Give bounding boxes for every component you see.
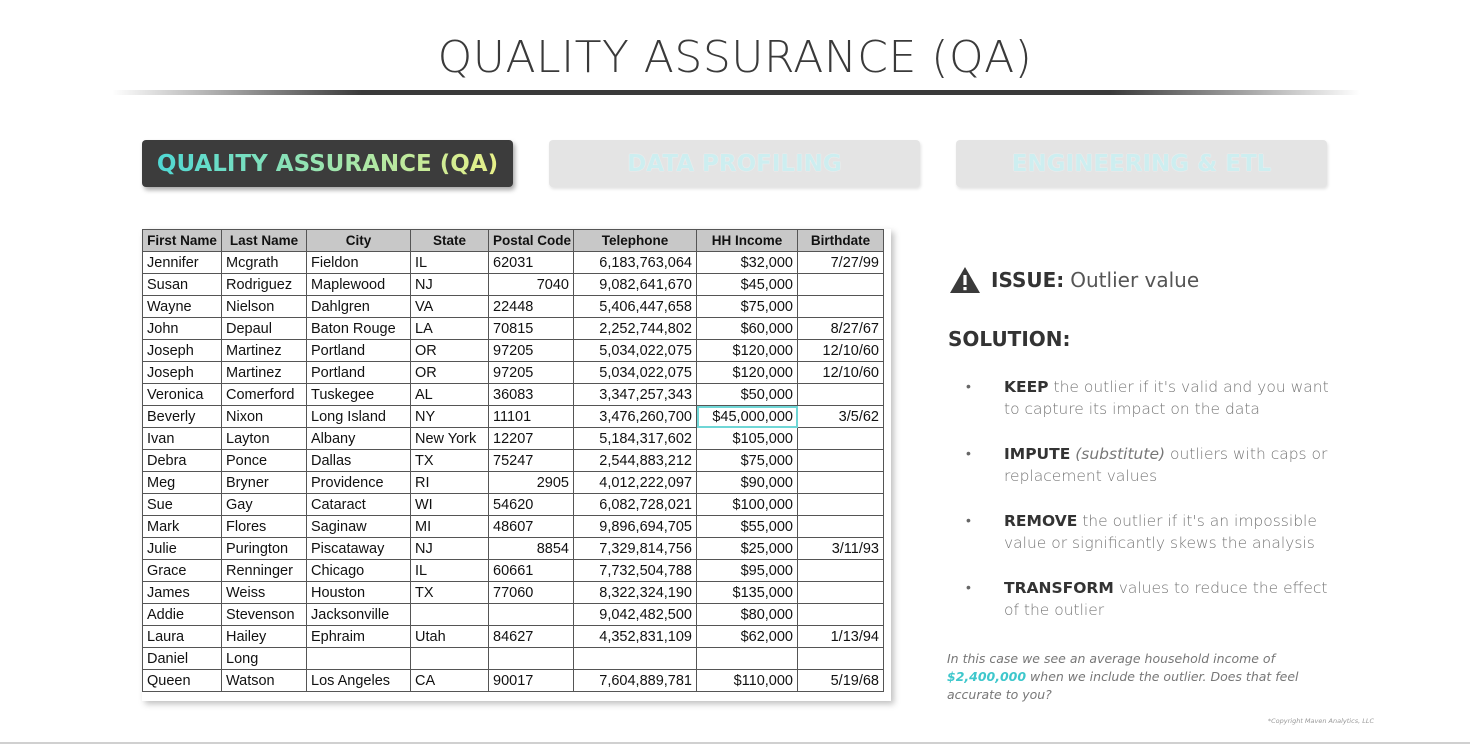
table-cell: 48607 <box>489 516 574 538</box>
table-cell: Jacksonville <box>307 604 411 626</box>
table-row <box>143 472 884 494</box>
table-cell: Laura <box>143 626 222 648</box>
table-cell: Fieldon <box>307 252 411 274</box>
table-row <box>143 604 884 626</box>
table-cell: Martinez <box>222 362 307 384</box>
tab-quality-assurance[interactable] <box>142 140 513 187</box>
table-row <box>143 318 884 340</box>
table-cell: Debra <box>143 450 222 472</box>
table-cell: $135,000 <box>697 582 798 604</box>
table-cell: $45,000 <box>697 274 798 296</box>
table-cell: 2,252,744,802 <box>574 318 697 340</box>
table-row <box>143 648 884 670</box>
table-cell: $50,000 <box>697 384 798 406</box>
table-cell: 90017 <box>489 670 574 692</box>
list-item <box>962 577 1342 621</box>
table-cell: Houston <box>307 582 411 604</box>
table-cell: Gay <box>222 494 307 516</box>
table-cell: 11101 <box>489 406 574 428</box>
table-cell: Los Angeles <box>307 670 411 692</box>
table-cell: Chicago <box>307 560 411 582</box>
tab-label: QUALITY ASSURANCE (QA) <box>156 150 499 177</box>
table-cell: 54620 <box>489 494 574 516</box>
table-cell: 3,476,260,700 <box>574 406 697 428</box>
table-cell <box>798 494 884 516</box>
table-cell: 77060 <box>489 582 574 604</box>
copyright-text: *Copyright Maven Analytics, LLC <box>1267 717 1374 725</box>
table-cell: 60661 <box>489 560 574 582</box>
table-cell: Piscataway <box>307 538 411 560</box>
table-cell: Long Island <box>307 406 411 428</box>
table-cell: Veronica <box>143 384 222 406</box>
item-text: the outlier if it's an impossible value or significantly skews the analysis <box>1004 512 1317 552</box>
item-text: values to reduce the effect of the outlier <box>1004 579 1328 619</box>
table-cell: 5,034,022,075 <box>574 340 697 362</box>
table-cell: Stevenson <box>222 604 307 626</box>
table-cell: $100,000 <box>697 494 798 516</box>
table-row <box>143 362 884 384</box>
table-cell: Dahlgren <box>307 296 411 318</box>
table-cell <box>798 296 884 318</box>
table-cell: 12/10/60 <box>798 362 884 384</box>
table-cell: Layton <box>222 428 307 450</box>
table-cell: 6,082,728,021 <box>574 494 697 516</box>
table-cell <box>798 604 884 626</box>
item-keyword: KEEP <box>1004 378 1049 396</box>
table-cell <box>798 450 884 472</box>
table-cell: Comerford <box>222 384 307 406</box>
table-row <box>143 340 884 362</box>
customer-data-table <box>142 229 891 701</box>
table-cell: Nielson <box>222 296 307 318</box>
tab-label: ENGINEERING & ETL <box>1011 150 1272 177</box>
table-cell: Ephraim <box>307 626 411 648</box>
table-cell <box>798 560 884 582</box>
table-cell: Purington <box>222 538 307 560</box>
table-cell: 7/27/99 <box>798 252 884 274</box>
issue-text: Outlier value <box>1070 268 1200 292</box>
table-cell: Julie <box>143 538 222 560</box>
tab-engineering-etl[interactable] <box>956 140 1327 187</box>
table-cell: LA <box>411 318 489 340</box>
table-cell: $55,000 <box>697 516 798 538</box>
item-text: outliers with caps or replacement values <box>1004 445 1328 485</box>
tab-label: DATA PROFILING <box>627 150 842 177</box>
list-item <box>962 510 1342 554</box>
item-keyword: TRANSFORM <box>1004 579 1114 597</box>
page-title: QUALITY ASSURANCE (QA) <box>437 32 1033 83</box>
tab-data-profiling[interactable] <box>549 140 920 187</box>
table-cell: Long <box>222 648 307 670</box>
table-cell: Susan <box>143 274 222 296</box>
table-row <box>143 296 884 318</box>
table-row <box>143 450 884 472</box>
table-cell: $75,000 <box>697 450 798 472</box>
table-row <box>143 494 884 516</box>
table-row <box>143 252 884 274</box>
column-header: City <box>307 230 411 252</box>
table-cell: Flores <box>222 516 307 538</box>
table-cell: 5/19/68 <box>798 670 884 692</box>
table-cell: 7,329,814,756 <box>574 538 697 560</box>
table-cell: 3,347,257,343 <box>574 384 697 406</box>
table-cell: TX <box>411 450 489 472</box>
table-cell: 3/11/93 <box>798 538 884 560</box>
table-cell: NJ <box>411 538 489 560</box>
table-cell: 62031 <box>489 252 574 274</box>
table-body <box>143 252 884 692</box>
table-cell: $95,000 <box>697 560 798 582</box>
table-cell: Addie <box>143 604 222 626</box>
table-cell: Maplewood <box>307 274 411 296</box>
table-cell: CA <box>411 670 489 692</box>
table-cell: Portland <box>307 340 411 362</box>
table-cell: Utah <box>411 626 489 648</box>
table-cell: 12207 <box>489 428 574 450</box>
table-cell: 4,352,831,109 <box>574 626 697 648</box>
table-cell: 2,544,883,212 <box>574 450 697 472</box>
table-cell: Daniel <box>143 648 222 670</box>
table-cell: Sue <box>143 494 222 516</box>
table-cell: Weiss <box>222 582 307 604</box>
table-cell: $25,000 <box>697 538 798 560</box>
table-cell: Joseph <box>143 340 222 362</box>
footer-divider <box>0 742 1470 744</box>
table-cell: OR <box>411 340 489 362</box>
table-cell: Cataract <box>307 494 411 516</box>
table-cell: Albany <box>307 428 411 450</box>
table-cell: AL <box>411 384 489 406</box>
table-cell: 12/10/60 <box>798 340 884 362</box>
table-cell: 9,082,641,670 <box>574 274 697 296</box>
list-item <box>962 443 1342 487</box>
table-cell: MI <box>411 516 489 538</box>
issue-callout <box>949 266 1199 294</box>
table-cell: Tuskegee <box>307 384 411 406</box>
table-cell: TX <box>411 582 489 604</box>
table-cell: Ponce <box>222 450 307 472</box>
table-row <box>143 406 884 428</box>
table-cell: NJ <box>411 274 489 296</box>
table-cell <box>798 582 884 604</box>
note-text: In this case we see an average household income of <box>947 651 1275 666</box>
table-cell: Baton Rouge <box>307 318 411 340</box>
table-cell: 7040 <box>489 274 574 296</box>
column-header: State <box>411 230 489 252</box>
table-cell: $110,000 <box>697 670 798 692</box>
table-cell: RI <box>411 472 489 494</box>
table-cell: 36083 <box>489 384 574 406</box>
table-cell: New York <box>411 428 489 450</box>
table-cell: Mcgrath <box>222 252 307 274</box>
table-cell: Renninger <box>222 560 307 582</box>
table-cell <box>798 648 884 670</box>
column-header: First Name <box>143 230 222 252</box>
warning-icon <box>949 266 981 294</box>
table-cell: $62,000 <box>697 626 798 648</box>
table-cell: Jennifer <box>143 252 222 274</box>
table-cell: $105,000 <box>697 428 798 450</box>
table-cell: Providence <box>307 472 411 494</box>
table-cell: 5,406,447,658 <box>574 296 697 318</box>
table-row <box>143 582 884 604</box>
table-cell: 9,042,482,500 <box>574 604 697 626</box>
table-cell: Meg <box>143 472 222 494</box>
table-cell: 84627 <box>489 626 574 648</box>
title-divider <box>112 90 1360 95</box>
outlier-note <box>947 650 1357 704</box>
table-cell: $32,000 <box>697 252 798 274</box>
table-cell <box>411 648 489 670</box>
table-cell: $60,000 <box>697 318 798 340</box>
table-cell <box>798 428 884 450</box>
table-cell: Joseph <box>143 362 222 384</box>
note-text: when we include the outlier. Does that feel accurate to you? <box>947 669 1299 702</box>
item-text: the outlier if it's valid and you want to capture its impact on the data <box>1004 378 1329 418</box>
list-item <box>962 376 1342 420</box>
table-cell: 5,184,317,602 <box>574 428 697 450</box>
table-cell <box>798 384 884 406</box>
table-cell: James <box>143 582 222 604</box>
table-cell: $80,000 <box>697 604 798 626</box>
table-cell: 7,604,889,781 <box>574 670 697 692</box>
table-cell: Dallas <box>307 450 411 472</box>
table-cell: OR <box>411 362 489 384</box>
table-cell <box>697 648 798 670</box>
average-income-value: $2,400,000 <box>947 669 1027 684</box>
item-keyword: REMOVE <box>1004 512 1078 530</box>
table-row <box>143 626 884 648</box>
table-cell: Bryner <box>222 472 307 494</box>
table-cell: WI <box>411 494 489 516</box>
table-cell <box>798 472 884 494</box>
table-cell: 1/13/94 <box>798 626 884 648</box>
table-row <box>143 560 884 582</box>
table-cell: 2905 <box>489 472 574 494</box>
table-cell: 4,012,222,097 <box>574 472 697 494</box>
table-row <box>143 538 884 560</box>
table-cell: $120,000 <box>697 340 798 362</box>
table-cell <box>489 648 574 670</box>
table-cell: $75,000 <box>697 296 798 318</box>
table-cell: $120,000 <box>697 362 798 384</box>
table-cell <box>411 604 489 626</box>
table-cell: Ivan <box>143 428 222 450</box>
solution-heading: SOLUTION: <box>948 327 1071 351</box>
table-row <box>143 428 884 450</box>
table-cell <box>798 274 884 296</box>
table-cell: Beverly <box>143 406 222 428</box>
table-cell <box>489 604 574 626</box>
column-header: Telephone <box>574 230 697 252</box>
table-cell: Portland <box>307 362 411 384</box>
table-cell <box>307 648 411 670</box>
table-cell: Queen <box>143 670 222 692</box>
table-cell: Hailey <box>222 626 307 648</box>
table-header-row <box>143 230 884 252</box>
table-cell: 5,034,022,075 <box>574 362 697 384</box>
table-cell <box>574 648 697 670</box>
table-cell: Rodriguez <box>222 274 307 296</box>
issue-label: ISSUE: <box>991 268 1065 292</box>
table-cell: $90,000 <box>697 472 798 494</box>
table-cell: VA <box>411 296 489 318</box>
table-cell: 97205 <box>489 340 574 362</box>
table-cell: 22448 <box>489 296 574 318</box>
table-cell: Watson <box>222 670 307 692</box>
table-cell: Nixon <box>222 406 307 428</box>
column-header: Postal Code <box>489 230 574 252</box>
table-cell: 8,322,324,190 <box>574 582 697 604</box>
column-header: Last Name <box>222 230 307 252</box>
table-cell: 70815 <box>489 318 574 340</box>
table-cell: 97205 <box>489 362 574 384</box>
table-cell: 7,732,504,788 <box>574 560 697 582</box>
outlier-cell: $45,000,000 <box>697 406 798 428</box>
table-row <box>143 670 884 692</box>
table-cell: 9,896,694,705 <box>574 516 697 538</box>
item-emphasis: (substitute) <box>1070 445 1166 463</box>
table-cell: IL <box>411 560 489 582</box>
table-cell: Wayne <box>143 296 222 318</box>
table-row <box>143 384 884 406</box>
table-cell: 6,183,763,064 <box>574 252 697 274</box>
table-cell: 75247 <box>489 450 574 472</box>
column-header: HH Income <box>697 230 798 252</box>
table-cell: Saginaw <box>307 516 411 538</box>
table-cell: Depaul <box>222 318 307 340</box>
item-keyword: IMPUTE <box>1004 445 1071 463</box>
table-cell: 3/5/62 <box>798 406 884 428</box>
table-row <box>143 516 884 538</box>
table-cell: NY <box>411 406 489 428</box>
table-row <box>143 274 884 296</box>
table-cell: Mark <box>143 516 222 538</box>
column-header: Birthdate <box>798 230 884 252</box>
table-cell: IL <box>411 252 489 274</box>
solution-list <box>962 376 1342 644</box>
table-cell: 8854 <box>489 538 574 560</box>
table-cell: John <box>143 318 222 340</box>
table-cell: 8/27/67 <box>798 318 884 340</box>
table-cell: Martinez <box>222 340 307 362</box>
table-cell: Grace <box>143 560 222 582</box>
table-cell <box>798 516 884 538</box>
